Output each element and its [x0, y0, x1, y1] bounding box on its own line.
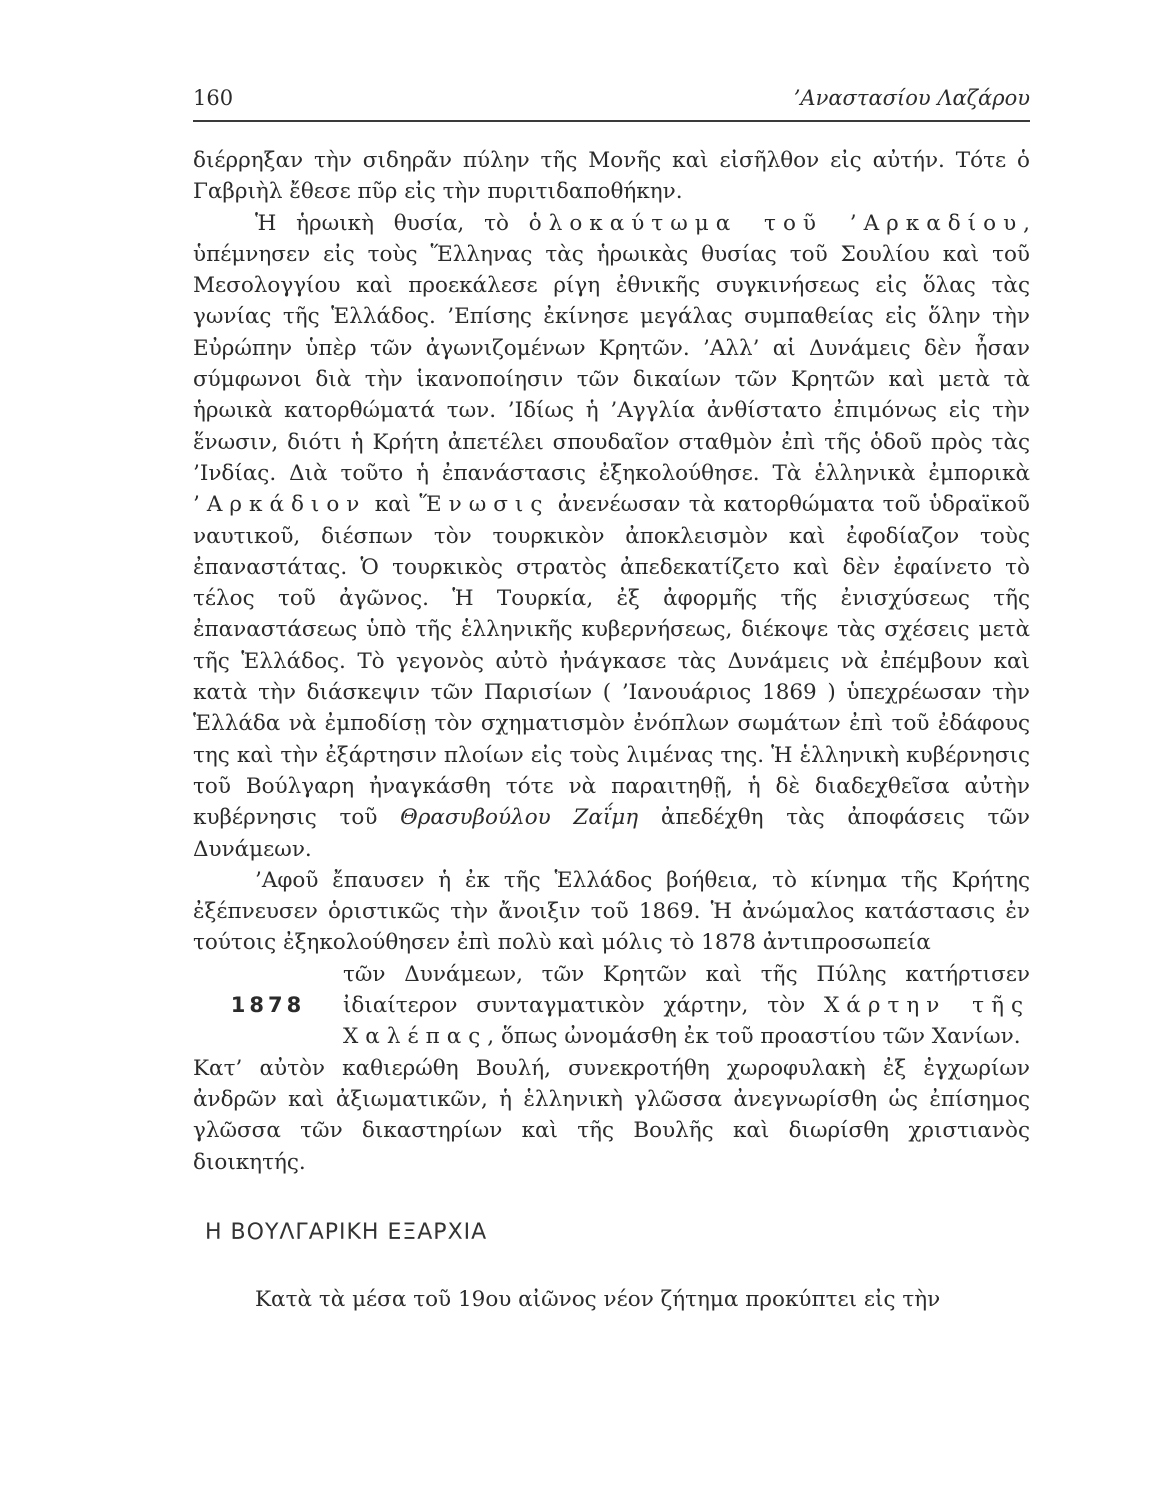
paragraph-3: ’Αφοῦ ἔπαυσεν ἡ ἐκ τῆς Ἑλλάδος βοήθεια, τὸ κίνημα τῆς Κρήτης ἐξέπνευσεν ὁριστικῶς τὴν ἄνοιξιν τοῦ 1869. Ἡ ἀνώμαλος κατάστασις ἐν τούτοις ἐξηκολούθησεν ἐπὶ πολὺ καὶ μόλις τὸ 1878 ἀντιπροσωπεία [193, 867, 1030, 956]
paragraph-2-text-a: Ἡ ἡρωικὴ θυσία, τὸ [255, 210, 529, 236]
paragraph-2-text-c: , ὑπέμνησεν εἰς τοὺς Ἕλληνας τὰς ἡρωικὰς θυσίας τοῦ Σουλίου καὶ τοῦ Μεσολογγίου καὶ προεκάλεσε ρίγη ἐθνικῆς συγκινήσεως εἰς ὅλας τὰς γωνίας τῆς Ἑλλάδος. ’Επίσης ἐκίνησε μεγάλας συμπαθείας εἰς ὅλην τὴν Εὐρώπην ὑπὲρ τῶν ἀγωνιζομένων Κρητῶν. ’Αλλ’ αἱ Δυνάμεις δὲν ἦσαν σύμφωνοι διὰ τὴν ἱκανοποίησιν τῶν δικαίων τῶν Κρητῶν καὶ μετὰ τὰ ἡρωικὰ κατορθώματά των. ’Ιδίως ἡ ’Αγγλία ἀνθίστατο ἐπιμόνως εἰς τὴν ἕνωσιν, διότι ἡ Κρήτη ἀπετέλει σπουδαῖον σταθμὸν ἐπὶ τῆς ὁδοῦ πρὸς τὰς ’Ινδίας. Διὰ τοῦτο ἡ ἐπανάστασις ἐξηκολούθησε. Τὰ ἑλληνικὰ ἐμπορικὰ [193, 210, 1030, 486]
paragraph-5: Κατ’ αὐτὸν καθιερώθη Βουλή, συνεκροτήθη χωροφυλακὴ ἐξ ἐγχωρίων ἀνδρῶν καὶ ἀξιωματικῶν, ἡ ἑλληνικὴ γλῶσσα ἀνεγνωρίσθη ὡς ἐπίσημος γλῶσσα τῶν δικαστηρίων καὶ τῆς Βουλῆς καὶ διωρίσθη χριστιανὸς διοικητής. [193, 1055, 1030, 1175]
body-text [193, 145, 1030, 1178]
paragraph-2 [193, 208, 1030, 865]
paragraph-4-text-a: τῶν Δυνάμεων, τῶν Κρητῶν καὶ τῆς Πύλης κατήρτισεν ἰδιαίτερον συνταγματικὸν χάρτην, τὸν [343, 961, 1030, 1019]
italic-name-zaimis: Θρασυβούλου Ζαΐμη [400, 805, 639, 831]
paragraph-2-text-g: ἀνενέωσαν τὰ κατορθώματα τοῦ ὑδραϊκοῦ ναυτικοῦ, διέσπων τὸν τουρκικὸν ἀποκλεισμὸν καὶ ἐφοδίαζον τοὺς ἐπαναστάτας. Ὁ τουρκικὸς στρατὸς ἀπεδεκατίζετο καὶ δὲν ἐφαίνετο τὸ τέλος τοῦ ἀγῶνος. Ἡ Τουρκία, ἐξ ἀφορμῆς τῆς ἐνισχύσεως τῆς ἐπαναστάσεως ὑπὸ τῆς ἑλληνικῆς κυβερνήσεως, διέκοψε τὰς σχέσεις μετὰ τῆς Ἑλλάδος. Τὸ γεγονὸς αὐτὸ ἠνάγκασε τὰς Δυνάμεις νὰ ἐπέμβουν καὶ κατὰ τὴν διάσκεψιν τῶν Παρισίων ( ’Ιανουάριος 1869 ) ὑπεχρέωσαν τὴν Ἑλλάδα νὰ ἐμποδίσῃ τὸν σχηματισμὸν ἐνόπλων σωμάτων ἐπὶ τοῦ ἐδάφους της καὶ τὴν ἐξάρτησιν πλοίων εἰς τοὺς λιμένας της. Ἡ ἑλληνικὴ κυβέρνησις τοῦ Βούλγαρη ἠναγκάσθη τότε νὰ παραιτηθῇ, ἡ δὲ διαδεχθεῖσα αὐτὴν κυβέρνησις τοῦ [193, 492, 1030, 831]
margin-note-block [193, 959, 1030, 1053]
paragraph-1: διέρρηξαν τὴν σιδηρᾶν πύλην τῆς Μονῆς καὶ εἰσῆλθον εἰς αὐτήν. Τότε ὁ Γαβριὴλ ἔθεσε πῦρ εἰς τὴν πυριτιδαποθήκην. [193, 148, 1030, 205]
ship-name-arkadion: ’Αρκάδιον [193, 492, 367, 518]
emphasis-chalepa-charter: Χάρτην τῆς Χαλέπας [343, 993, 1030, 1050]
page-number: 160 [193, 86, 234, 110]
running-head: ’Αναστασίου Λαζάρου [793, 86, 1030, 110]
paragraph-4-text-c: , ὅπως ὠνομάσθη ἐκ τοῦ προαστίου τῶν Χανίων. [487, 1024, 1021, 1050]
page-header [193, 80, 1030, 122]
ship-name-enosis: Ἕνωσις [419, 492, 550, 518]
section-first-line: Κατὰ τὰ μέσα τοῦ 19ου αἰῶνος νέον ζήτημα προκύπτει εἰς τὴν [255, 1286, 941, 1312]
paragraph-2-text-e: καὶ [366, 492, 420, 518]
margin-note-year: 1878 [230, 992, 306, 1017]
paragraph-2-text-i: ἀπεδέχθη τὰς ἀποφάσεις τῶν Δυνάμεων. [193, 805, 1030, 862]
section-heading: Η ΒΟΥΛΓΑΡΙΚΗ ΕΞΑΡΧΙΑ [205, 1220, 488, 1245]
emphasis-holocaust-arkadiou: ὁλοκαύτωμα τοῦ ’Αρκαδίου [528, 210, 1024, 236]
paragraph-4 [343, 959, 1030, 1053]
